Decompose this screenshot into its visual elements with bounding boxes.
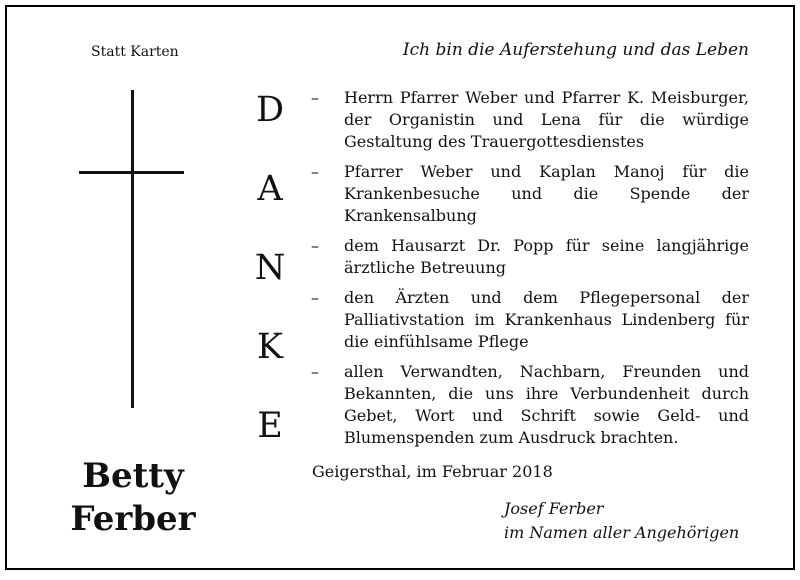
danke-letter: K bbox=[256, 327, 284, 367]
danke-vertical-word bbox=[245, 85, 295, 480]
signature bbox=[504, 497, 739, 545]
dash-bullet: – bbox=[311, 162, 319, 181]
dash-bullet: – bbox=[311, 362, 319, 381]
list-item bbox=[309, 361, 749, 449]
danke-letter: E bbox=[257, 406, 283, 446]
signature-name: Josef Ferber bbox=[504, 499, 604, 518]
list-item-text: Herrn Pfarrer Weber und Pfarrer K. Meisburger, der Organistin und Lena für die würdige Gestaltung des Trauergottesdienstes bbox=[344, 88, 749, 151]
first-name: Betty bbox=[82, 456, 184, 496]
list-item-text: dem Hausarzt Dr. Popp für seine langjährige ärztliche Betreuung bbox=[344, 236, 749, 277]
signature-subtitle: im Namen aller Angehörigen bbox=[504, 523, 740, 542]
deceased-name bbox=[63, 455, 203, 541]
danke-letter: A bbox=[257, 169, 283, 209]
list-item bbox=[309, 87, 749, 153]
dash-bullet: – bbox=[311, 236, 319, 255]
last-name: Ferber bbox=[70, 499, 196, 539]
list-item-text: den Ärzten und dem Pflegepersonal der Palliativstation im Krankenhaus Lindenberg für die einfühlsame Pflege bbox=[344, 288, 749, 351]
dash-bullet: – bbox=[311, 288, 319, 307]
place-date: Geigersthal, im Februar 2018 bbox=[312, 462, 553, 481]
list-item bbox=[309, 287, 749, 353]
cross-icon-bar bbox=[79, 171, 184, 174]
motto-text: Ich bin die Auferstehung und das Leben bbox=[402, 40, 749, 60]
list-item-text: Pfarrer Weber und Kaplan Manoj für die Krankenbesuche und die Spende der Krankensalbung bbox=[344, 162, 749, 225]
list-item bbox=[309, 161, 749, 227]
dash-bullet: – bbox=[311, 88, 319, 107]
list-item-text: allen Verwandten, Nachbarn, Freunden und Bekannten, die uns ihre Verbundenheit durch Gebet, Wort und Schrift sowie Geld- und Blumenspenden zum Ausdruck brachten. bbox=[344, 362, 749, 447]
danke-letter: N bbox=[254, 248, 286, 288]
danke-letter: D bbox=[255, 90, 285, 130]
death-notice-card bbox=[5, 5, 795, 570]
thanks-list bbox=[309, 87, 749, 457]
statt-karten-label: Statt Karten bbox=[91, 44, 179, 60]
list-item bbox=[309, 235, 749, 279]
cross-icon bbox=[131, 90, 134, 408]
